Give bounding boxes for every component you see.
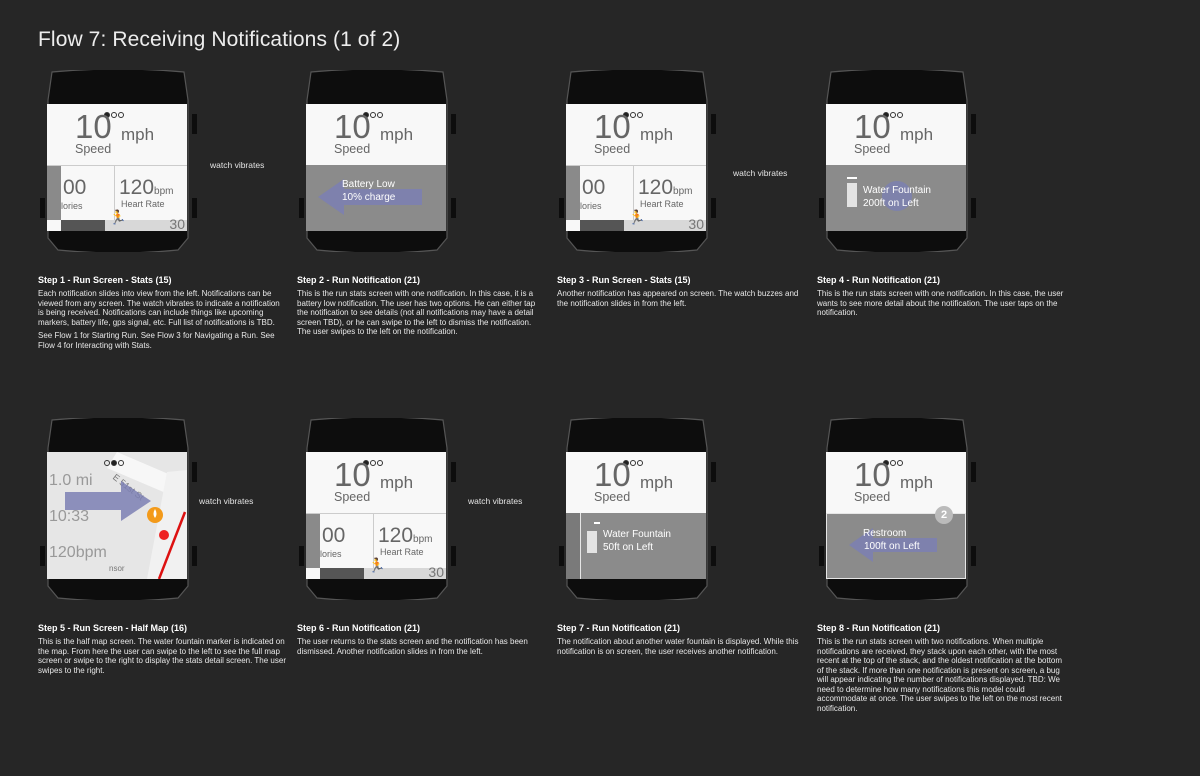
speed-label: Speed [75,142,112,156]
calories-label: lories [320,549,342,559]
runner-icon: 🏃 [628,209,646,225]
watch [557,418,717,600]
calories-cell [580,166,634,220]
water-fountain-icon [587,531,597,553]
notification-stack-edge [566,513,581,579]
notification-line-1: Water Fountain [603,529,671,540]
progress-fill [580,220,624,231]
heart-value: 120 [638,176,674,199]
stats-row [306,513,446,579]
notification-count-badge: 2 [935,506,953,524]
speed-value: 10 [75,108,112,145]
step-title: Step 1 - Run Screen - Stats (15) [38,275,172,285]
watch-screen[interactable] [306,104,446,231]
notification-line-2: 200ft on Left [863,198,919,209]
watch-screen[interactable] [566,452,706,579]
watch [297,70,457,252]
speed-label: Speed [334,490,371,504]
speed-value: 10 [594,456,631,493]
step-title: Step 2 - Run Notification (21) [297,275,421,285]
notification-edge [47,166,61,220]
notification-battery[interactable] [306,165,446,231]
poi-label: nsor [109,564,125,573]
calories-cell [61,166,115,220]
calories-value: 00 [63,176,87,199]
notif-marker [847,177,857,179]
water-fountain-icon [847,183,857,207]
notification-line-1: Battery Low [342,179,395,190]
step-title: Step 4 - Run Notification (21) [817,275,941,285]
step-desc-para: Another notification has appeared on screen. The watch buzzes and the notification slides in from the left. [557,289,799,308]
map-distance: 1.0 mi [49,472,93,489]
runner-icon: 🏃 [109,209,127,225]
step-desc-para: The user returns to the stats screen and the notification has been dismissed. Another notification slides in from the left. [297,637,528,656]
step-desc-para: This is the run stats screen with two notifications. When multiple notifications are received, they stack upon each other, with the most recent at the top of the stack, and the oldest notification at the bottom of the stack. If more than one notification is present on screen, a bug will appear indicating the number of notifications displayed. TBD: We need to determine how many notifications this model could accommodate at once. The user swipes to the left on the most recent notification. [817,637,1063,713]
speed-unit: mph [380,125,414,144]
speed-value: 10 [854,456,891,493]
speed-value: 10 [334,456,371,493]
page-dots [104,453,134,461]
watch [38,70,198,252]
step-title: Step 5 - Run Screen - Half Map (16) [38,623,188,633]
calories-cell [320,514,374,568]
notification-line-1: Water Fountain [863,185,931,196]
map-heart: 120bpm [49,544,107,561]
calories-label: lories [580,201,602,211]
progress-number: 30 [688,216,704,231]
step-description [297,289,545,341]
notification-water-fountain[interactable] [826,165,966,231]
progress-bar [580,209,706,231]
step-title: Step 7 - Run Notification (21) [557,623,681,633]
heart-unit: bpm [413,534,433,545]
speed-unit: mph [900,473,934,492]
heart-value: 120 [378,524,414,547]
watch-screen[interactable] [566,104,706,231]
speed-unit: mph [640,125,674,144]
watch-screen[interactable] [826,104,966,231]
speed-label: Speed [854,490,891,504]
step-desc-para: See Flow 1 for Starting Run. See Flow 3 for Navigating a Run. See Flow 4 for Interacting with Stats. [38,331,275,350]
step-description [297,637,545,660]
progress-fill [320,568,364,579]
heart-value: 120 [119,176,155,199]
step-desc-para: This is the run stats screen with one notification. In this case, the user wants to see more detail about the notification. The user taps on the notification. [817,289,1064,317]
step-description [817,289,1065,322]
step-description [38,289,286,354]
speed-label: Speed [594,490,631,504]
step-desc-para: The notification about another water fountain is displayed. While this notification is on screen, the user receives another notification. [557,637,799,656]
progress-number: 30 [169,216,185,231]
watch [297,418,457,600]
step-title: Step 8 - Run Notification (21) [817,623,941,633]
watch [557,70,717,252]
stats-row [47,165,187,231]
notification-line-2: 100ft on Left [864,541,920,552]
heart-unit: bpm [673,186,693,197]
step-desc-para: This is the half map screen. The water fountain marker is indicated on the map. From here the user can swipe to the left to see the full map screen or swipe to the right to display the stats detail screen. The user swipes to the right. [38,637,286,675]
progress-bar [320,557,446,579]
heart-label: Heart Rate [380,547,424,557]
heart-label: Heart Rate [121,199,165,209]
notification-line-2: 50ft on Left [603,542,654,553]
page-title: Flow 7: Receiving Notifications (1 of 2) [38,28,401,51]
speed-label: Speed [594,142,631,156]
notif-marker [594,522,600,524]
step-desc-para: Each notification slides into view from the left. Notifications can be viewed from any screen. The watch vibrates to indicate a notification is being received. Notifications can include things like upcoming markers, battery life, gps signal, etc. Full list of notifications is TBD. [38,289,280,327]
notification-edge [306,514,320,568]
notification-water-fountain[interactable] [566,513,706,579]
progress-number: 30 [428,564,444,579]
speed-unit: mph [380,473,414,492]
step-description [557,637,805,660]
between-label: watch vibrates [210,160,265,170]
progress-bar [61,209,187,231]
calories-value: 00 [582,176,606,199]
step-title: Step 6 - Run Notification (21) [297,623,421,633]
stats-row [566,165,706,231]
progress-fill [61,220,105,231]
step-description [557,289,805,312]
heart-unit: bpm [154,186,174,197]
between-label: watch vibrates [733,168,788,178]
calories-value: 00 [322,524,346,547]
notification-edge [566,166,580,220]
watch [817,418,977,600]
swipe-right-arrow-icon [65,480,151,522]
step-description [817,637,1065,717]
notification-line-1: Restroom [863,528,907,539]
speed-unit: mph [640,473,674,492]
speed-label: Speed [334,142,371,156]
map-time: 10:33 [49,508,90,525]
watch-screen[interactable] [826,452,966,579]
calories-label: lories [61,201,83,211]
between-label: watch vibrates [468,496,523,506]
watch [817,70,977,252]
between-label: watch vibrates [199,496,254,506]
map-screen[interactable] [47,452,187,579]
speed-value: 10 [594,108,631,145]
notification-line-2: 10% charge [342,192,396,203]
step-description [38,637,286,679]
speed-value: 10 [854,108,891,145]
speed-value: 10 [334,108,371,145]
heart-label: Heart Rate [640,199,684,209]
step-title: Step 3 - Run Screen - Stats (15) [557,275,691,285]
runner-icon: 🏃 [368,557,386,573]
watch [38,418,198,600]
speed-unit: mph [900,125,934,144]
watch-screen[interactable] [306,452,446,579]
step-desc-para: This is the run stats screen with one notification. In this case, it is a battery low notification. The user has two options. He can either tap the notification to see details (not all notifications may have a detail screen TBD), or he can swipe to the left to dismiss the notification. The user swipes to the left on the notification. [297,289,536,336]
speed-label: Speed [854,142,891,156]
watch-screen[interactable] [47,104,187,231]
speed-unit: mph [121,125,155,144]
